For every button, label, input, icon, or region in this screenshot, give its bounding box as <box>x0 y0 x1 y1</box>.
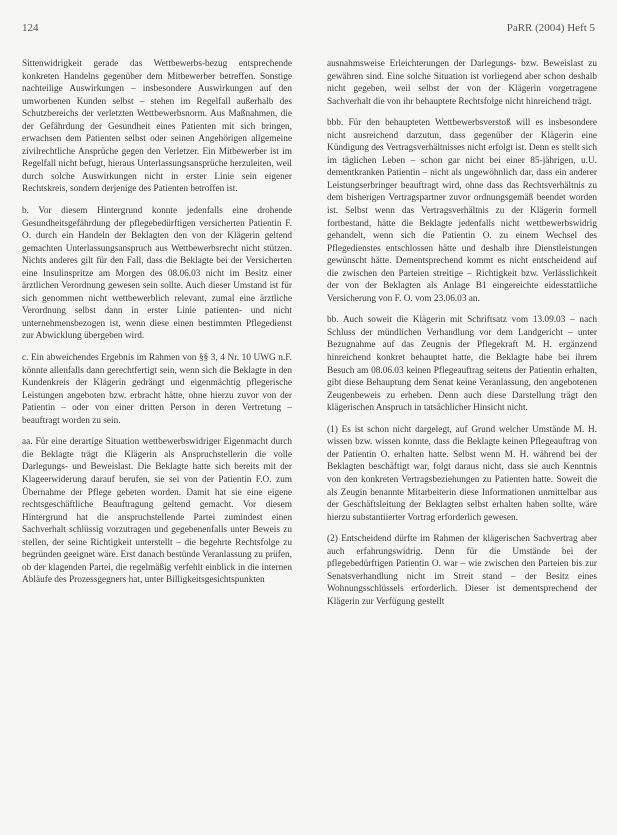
journal-reference: PaRR (2004) Heft 5 <box>506 22 595 34</box>
right-column <box>327 58 597 818</box>
paragraph: bbb. Für den behaupteten Wettbewerbsverstoß will es insbesondere nicht ausreichend darzutun, dass gegenüber der Klägerin eine Kündigung des Vertragsverhältnisses nicht erfolgt ist. Denn es stellt sich im täglichen Leben – schon gar nicht bei einer 85-jährigen, u.U. dementkranken Patientin – nicht als ungewöhnlich dar, dass ein anderer Leistungserbringer beauftragt wird, ohne dass das Rechtsverhältnis zu dem bisherigen Vertragspartner zuvor ordnungsgemäß beendet worden ist. Selbst wenn das Vertragsverhältnis zu der Klägerin formell fortbestand, hätte die Beklagte jedenfalls nicht wettbewerbswidrig gehandelt, wenn sich die Patientin O. zu einem Wechsel des Pflegedienstes entschlossen hätte und deshalb ihre Dienstleistungen gewünscht hätte. Dementsprechend kommt es nicht entscheidend auf die zwischen den Parteien streitige – Richtigkeit bzw. Verlässlichkeit der von der Beklagten als Anlage B1 eingereichte eidesstattliche Versicherung von F. O. vom 23.06.03 an. <box>327 118 597 304</box>
left-column <box>22 58 292 818</box>
paragraph: aa. Für eine derartige Situation wettbewerbswidriger Eigenmacht durch die Beklagte trägt die Klägerin als Anspruchstellerin die volle Darlegungs- und Beweislast. Die Beklagte hatte sich bereits mit der Klageerwiderung darauf berufen, sie sei von der Patientin F.O. zum Übernahme der Pflege gebeten worden. Damit hat sie eine eigene rechtsgeschäftliche Beauftragung geltend gemacht. Vor diesem Hintergrund hat die anspruchstellende Partei zumindest einen Sachverhalt schlüssig vorzutragen und gegebenenfalls unter Beweis zu stellen, der seine Richtigkeit unterstellt – die begehrte Rechtsfolge zu begründen geeignet wäre. Erst danach bestünde Veranlassung zu prüfen, ob der klagenden Partei, die regelmäßig verfehlt einblick in die internen Abläufe des Prozessgegners hat, unter Billigkeitsgesichtspunkten <box>22 437 292 586</box>
paragraph: b. Vor diesem Hintergrund konnte jedenfalls eine drohende Gesundheitsgefährdung der pflegebedürftigen versicherten Patientin F. O. durch ein Handeln der Beklagten den von der Klägerin geltend gemachten Unterlassungsanspruch aus Wettbewerbsrecht nicht stützen. Nichts anderes gilt für den Fall, dass die Beklagte bei der Versicherten eine Insulinspritze am Morgen des 08.06.03 nicht im Besitz einer ärztlichen Verordnung gewesen sein sollte. Auch dieser Umstand ist für sich genommen nicht wettbewerblich relevant, zumal eine ärztliche Verordnung selbst dann in erster Linie patienten- und nicht unternehmensbezogen ist, wenn diese einen bestimmten Pflegedienst zur Abwicklung übergeben wird. <box>22 206 292 342</box>
paragraph: Sittenwidrigkeit gerade das Wettbewerbs-bezug entsprechende konkreten Handelns gegenüber dem Mitbewerber betreffen. Sonstige nachteilige Auswirkungen – insbesondere Auswirkungen auf den umworbenen Kunden selbst – stehen im Regelfall außerhalb des Schutzbereichs der verletzten Wettbewerbsnorm. Aus Maßnahmen, die der Gefährdung der Gesundheit eines Patienten mit sich bringen, erwachsen dem Patienten selbst oder seinen Angehörigen allgemeine zivilrechtliche Ansprüche gegen den Verletzer. Ein Mitbewerber ist im Regelfall nicht befugt, hieraus Unterlassungsansprüche herzuleiten, weil durch solche Auswirkungen nicht in erster Linie sein eigener Rechtskreis, sondern derjenige des Patienten betroffen ist. <box>22 59 292 195</box>
page-number: 124 <box>22 22 39 34</box>
paragraph: (2) Entscheidend dürfte im Rahmen der klägerischen Sachvertrag aber auch erfahrungswidrig. Denn für die Umstände bei der pflegebedürftigen Patientin O. war – wie zwischen den Parteien bis zur Senatsverhandlung nicht im Streit stand – der Besitz eines Wohnungsschlüssels erforderlich. Dieser ist dementsprechend der Klägerin zur Verfügung gestellt <box>327 534 597 607</box>
paragraph: (1) Es ist schon nicht dargelegt, auf Grund welcher Umstände M. H. wissen bzw. wissen konnte, dass die Beklagte keinen Pflegeauftrag von der Patientin O. erhalten hatte. Selbst wenn M. H. während bei der Beklagten beschäftigt war, folgt daraus nicht, dass sie auch Kenntnis von den konkreten Vertragsbeziehungen zu Patienten hatte. Soweit die als Zeugin benannte Mitarbeiterin diese Informationen unmittelbar aus der Geschäftsleitung der Beklagten selbst erhalten haben sollte, wäre hierzu substantiierter Vortrag erforderlich gewesen. <box>327 424 597 523</box>
page-header <box>22 22 595 38</box>
paragraph: c. Ein abweichendes Ergebnis im Rahmen von §§ 3, 4 Nr. 10 UWG n.F. könnte allenfalls dann gerechtfertigt sein, wenn sich die Beklagte in den Kundenkreis der Klägerin gedrängt und eigenmächtig pflegerische Leistungen angeboten bzw. erbracht hätte, ohne hierzu zuvor von der Patientin – oder von einer dritten Person in deren Vertretung – beauftragt worden zu sein. <box>22 353 292 426</box>
paragraph: ausnahmsweise Erleichterungen der Darlegungs- bzw. Beweislast zu gewähren sind. Eine solche Situation ist vorliegend aber schon deshalb nicht gegeben, weil selbst der von der Klägerin vorgetragene Sachverhalt die von ihr behauptete Rechtsfolge nicht hinreichend trägt. <box>327 59 597 107</box>
paragraph: bb. Auch soweit die Klägerin mit Schriftsatz vom 13.09.03 – nach Schluss der mündlichen Verhandlung vor dem Landgericht – unter Bezugnahme auf das Zeugnis der Pflegekraft M. H. ergänzend hinreichend konkret behauptet hatte, die Beklagte habe bei ihrem Besuch am 08.06.03 keinen Pflegeauftrag seitens der Patientin erhalten, gibt diese Behauptung dem Senat keine Veranlassung, den angebotenen Zeugenbeweis zu erheben. Denn auch diese Darstellung trägt den klägerischen Anspruch in tatsächlicher Hinsicht nicht. <box>327 315 597 414</box>
